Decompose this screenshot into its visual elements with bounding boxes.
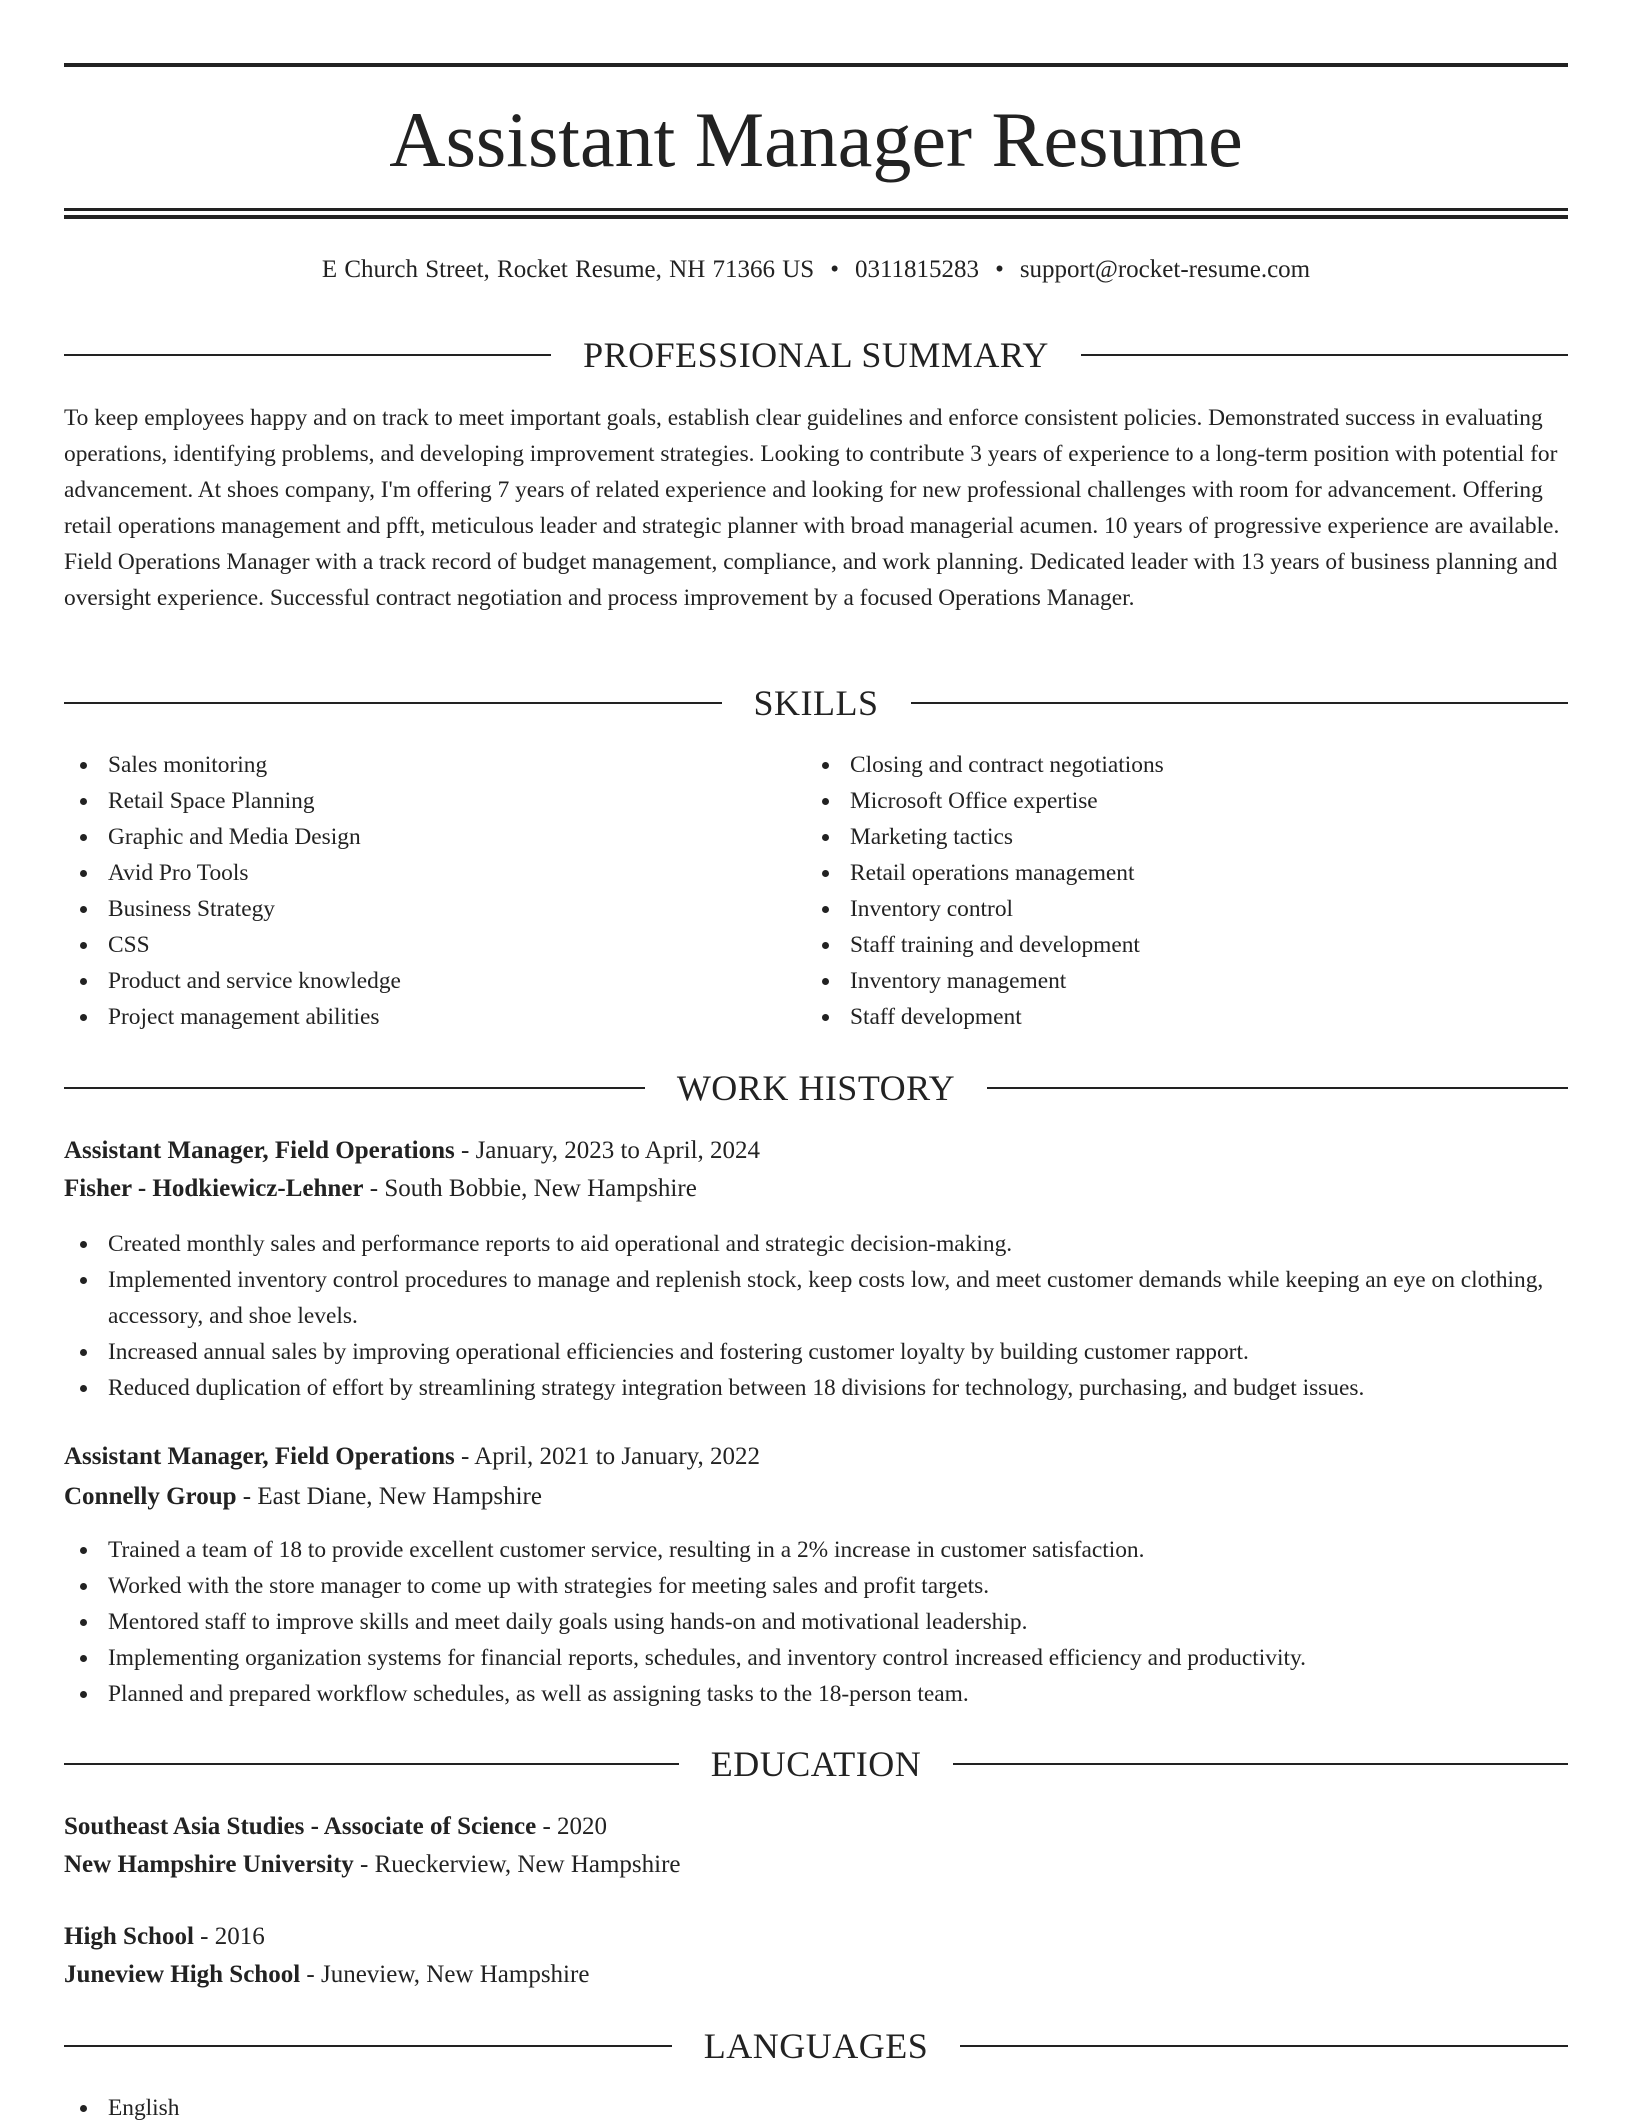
contact-separator: •	[830, 256, 839, 283]
heading-rule	[64, 2045, 672, 2047]
job-company: Fisher - Hodkiewicz-Lehner	[64, 1175, 364, 1202]
job-location: - South Bobbie, New Hampshire	[363, 1175, 697, 1202]
job-bullet: Reduced duplication of effort by streamlining strategy integration between 18 divisions for technology, purchasing, and budget issues.	[64, 1370, 1568, 1406]
skill-item: Closing and contract negotiations	[806, 747, 1506, 783]
job-bullet: Increased annual sales by improving operational efficiencies and fostering customer loyalty by building customer rapport.	[64, 1334, 1568, 1370]
languages-list	[64, 2090, 1568, 2126]
section-title: EDUCATION	[710, 1744, 922, 1784]
job-bullet: Created monthly sales and performance reports to aid operational and strategic decision-making.	[64, 1226, 1568, 1262]
header-double-rule	[64, 208, 1568, 219]
heading-rule	[64, 1763, 679, 1765]
education-degree-line	[64, 1809, 1568, 1845]
job-bullet: Mentored staff to improve skills and meet daily goals using hands-on and motivational leadership.	[64, 1604, 1568, 1640]
heading-rule	[1081, 354, 1568, 356]
skills-list-right	[806, 747, 1506, 1035]
skill-item: Retail Space Planning	[64, 783, 764, 819]
job-bullet: Trained a team of 18 to provide excellent customer service, resulting in a 2% increase in customer satisfaction.	[64, 1532, 1568, 1568]
skill-item: Sales monitoring	[64, 747, 764, 783]
section-heading-work	[64, 1066, 1568, 1110]
heading-rule	[64, 354, 551, 356]
skill-item: Graphic and Media Design	[64, 819, 764, 855]
heading-rule	[64, 702, 722, 704]
summary-text: To keep employees happy and on track to meet important goals, establish clear guidelines and enforce consistent policies. Demonstrated success in evaluating operations, identifying problems, and developing improvement strategies. Looking to contribute 3 years of experience to a long-term position with potential for advancement. At shoes company, I'm offering 7 years of related experience and looking for new professional challenges with room for advancement. Offering retail operations management and pfft, meticulous leader and strategic planner with broad managerial acumen. 10 years of progressive experience are available. Field Operations Manager with a track record of budget management, compliance, and work planning. Dedicated leader with 13 years of business planning and oversight experience. Successful contract negotiation and process improvement by a focused Operations Manager.	[64, 405, 1560, 611]
skill-item: Product and service knowledge	[64, 963, 764, 999]
section-title: WORK HISTORY	[676, 1068, 956, 1108]
education-degree: High School	[64, 1923, 194, 1950]
job-company-line	[64, 1479, 1568, 1515]
job-company-line	[64, 1171, 1568, 1207]
contact-line	[64, 254, 1568, 286]
skill-item: Microsoft Office expertise	[806, 783, 1506, 819]
section-title: SKILLS	[753, 683, 879, 723]
skill-item: Staff training and development	[806, 927, 1506, 963]
section-heading-summary	[64, 333, 1568, 377]
contact-separator: •	[995, 256, 1004, 283]
skill-item: Avid Pro Tools	[64, 855, 764, 891]
skill-item: CSS	[64, 927, 764, 963]
skill-item: Inventory management	[806, 963, 1506, 999]
section-title: PROFESSIONAL SUMMARY	[583, 335, 1049, 375]
heading-rule	[953, 1763, 1568, 1765]
contact-phone: 0311815283	[854, 256, 980, 283]
heading-rule	[960, 2045, 1568, 2047]
education-degree: Southeast Asia Studies - Associate of Science	[64, 1813, 537, 1840]
language-item: English	[64, 2090, 1568, 2126]
education-school: Juneview High School	[64, 1961, 301, 1988]
job-title: Assistant Manager, Field Operations	[64, 1137, 455, 1164]
job-location: - East Diane, New Hampshire	[236, 1483, 542, 1510]
job-bullets	[64, 1226, 1568, 1406]
education-year: - 2016	[193, 1923, 265, 1950]
job-bullet: Implementing organization systems for financial reports, schedules, and inventory control increased efficiency and productivity.	[64, 1640, 1568, 1676]
skill-item: Marketing tactics	[806, 819, 1506, 855]
job-dates: - April, 2021 to January, 2022	[454, 1443, 761, 1470]
job-bullet: Implemented inventory control procedures to manage and replenish stock, keep costs low, and meet customer demands while keeping an eye on clothing, accessory, and shoe levels.	[64, 1262, 1568, 1334]
heading-rule	[64, 1087, 645, 1089]
skill-item: Staff development	[806, 999, 1506, 1035]
job-title-line	[64, 1133, 1568, 1169]
education-year: - 2020	[536, 1813, 608, 1840]
job-dates: - January, 2023 to April, 2024	[454, 1137, 761, 1164]
heading-rule	[987, 1087, 1568, 1089]
job-bullets	[64, 1532, 1568, 1712]
skill-item: Business Strategy	[64, 891, 764, 927]
page-title: Assistant Manager Resume	[389, 96, 1243, 183]
section-heading-skills	[64, 681, 1568, 725]
section-heading-education	[64, 1742, 1568, 1786]
job-company: Connelly Group	[64, 1483, 237, 1510]
section-heading-languages	[64, 2024, 1568, 2068]
job-bullet: Planned and prepared workflow schedules, as well as assigning tasks to the 18-person team.	[64, 1676, 1568, 1712]
job-title-line	[64, 1439, 1568, 1475]
education-location: - Rueckerview, New Hampshire	[353, 1851, 681, 1878]
header-top-rule	[64, 63, 1568, 67]
education-location: - Juneview, New Hampshire	[300, 1961, 590, 1988]
heading-rule	[911, 702, 1569, 704]
contact-address: E Church Street, Rocket Resume, NH 71366 US	[321, 256, 815, 283]
education-degree-line	[64, 1919, 1568, 1955]
job-title: Assistant Manager, Field Operations	[64, 1443, 455, 1470]
skill-item: Retail operations management	[806, 855, 1506, 891]
education-school-line	[64, 1957, 1568, 1993]
skill-item: Project management abilities	[64, 999, 764, 1035]
contact-email[interactable]: support@rocket-resume.com	[1019, 256, 1311, 283]
education-school: New Hampshire University	[64, 1851, 354, 1878]
job-bullet: Worked with the store manager to come up with strategies for meeting sales and profit targets.	[64, 1568, 1568, 1604]
skill-item: Inventory control	[806, 891, 1506, 927]
skills-list-left	[64, 747, 764, 1035]
education-school-line	[64, 1847, 1568, 1883]
section-title: LANGUAGES	[703, 2026, 929, 2066]
